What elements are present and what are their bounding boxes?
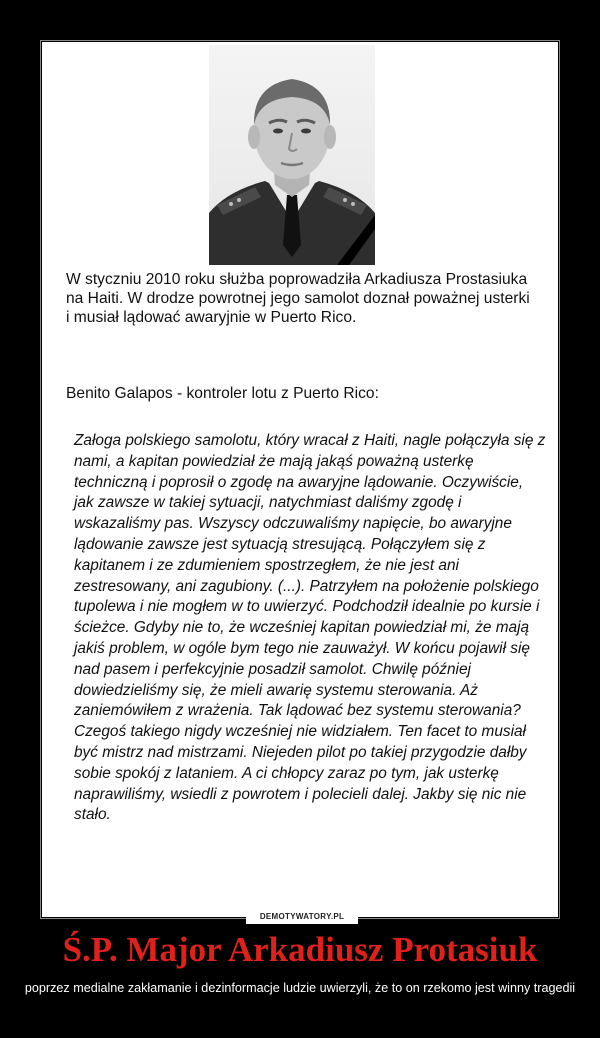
intro-paragraph: W styczniu 2010 roku służba poprowadziła Arkadiusza Prostasiuka na Haiti. W drodze powrotnej jego samolot doznał poważnej usterki i musiał lądować awaryjnie w Puerto Rico. bbox=[66, 271, 530, 326]
watermark-label: DEMOTYWATORY.PL bbox=[246, 910, 358, 924]
poster-frame bbox=[42, 42, 558, 917]
source-line: Benito Galapos - kontroler lotu z Puerto Rico: bbox=[66, 385, 379, 402]
quote-paragraph: Załoga polskiego samolotu, który wracał z Haiti, nagle połączyła się z nami, a kapitan powiedział że mają jakąś poważną usterkę techniczną i poprosił o zgodę na awaryjne lądowanie. Oczywiście, jak zawsze w takiej sytuacji, natychmiast daliśmy zgodę i wskazaliśmy pas. Wszyscy odczuwaliśmy napięcie, bo awaryjne lądowanie zawsze jest sytuacją stresującą. Połączyłem się z kapitanem i ze zdumieniem spostrzegłem, że nie jest ani zestresowany, ani zagubiony. (...). Patrzyłem na położenie polskiego tupolewa i nie mogłem w to uwierzyć. Podchodził idealnie po kursie i ścieżce. Gdyby nie to, że wcześniej kapitan powiedział mi, że mają jakiś problem, w ogóle bym tego nie zauważył. W końcu pojawił się nad pasem i perfekcyjnie posadził samolot. Chwilę później dowiedzieliśmy się, że mieli awarię systemu sterowania. Aż zaniemówiłem z wrażenia. Tak lądować bez systemu sterowania? Czegoś takiego nigdy wcześniej nie widziałem. Ten facet to musiał być mistrz nad mistrzami. Niejeden pilot po takiej przygodzie dałby sobie spokój z lataniem. A ci chłopcy zaraz po tym, jak usterkę naprawiliśmy, wsiedli z powrotem i polecieli dalej. Jakby się nic nie stało. bbox=[74, 432, 546, 824]
poster-headline: Ś.P. Major Arkadiusz Protasiuk bbox=[62, 930, 538, 969]
poster-caption: poprzez medialne zakłamanie i dezinformacje ludzie uwierzyli, że to on rzekomo jest winny tragedii bbox=[24, 981, 576, 995]
portrait-photo bbox=[209, 45, 375, 265]
